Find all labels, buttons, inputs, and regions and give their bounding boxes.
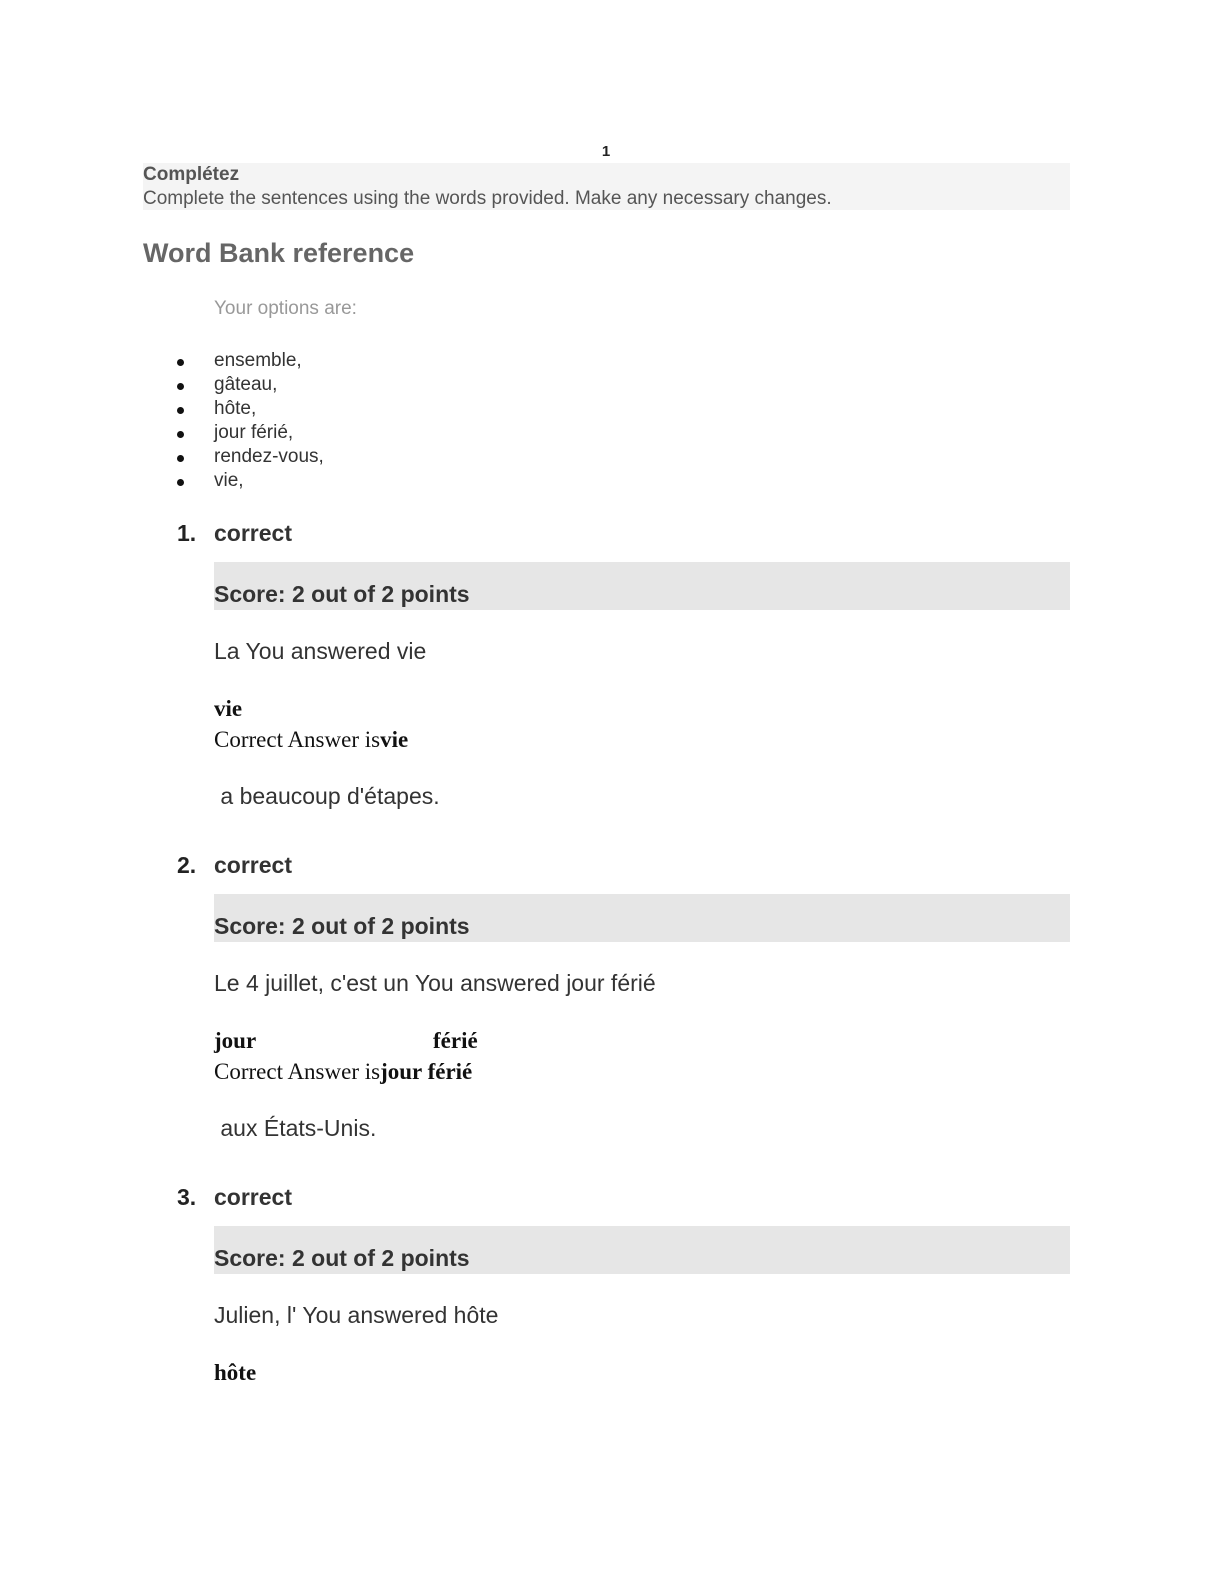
bullet-icon: [177, 479, 184, 486]
list-item: [214, 397, 324, 421]
score-text: Score: 2 out of 2 points: [214, 1245, 470, 1271]
answer-word: jour: [214, 1028, 257, 1053]
instructions-header: [143, 163, 1070, 210]
list-item: [214, 469, 324, 493]
list-item: [214, 373, 324, 397]
word-bank-title: Word Bank reference: [143, 238, 415, 268]
sentence-end: a beaucoup d'étapes.: [214, 783, 440, 809]
option-text: gâteau,: [214, 374, 278, 395]
exercise-instructions: Complete the sentences using the words provided. Make any necessary changes.: [143, 188, 832, 209]
correct-answer-line: [214, 727, 408, 753]
option-text: ensemble,: [214, 350, 302, 371]
answer-word: hôte: [214, 1360, 257, 1385]
exercise-title: Complétez: [143, 164, 240, 185]
list-item: [214, 349, 324, 373]
question-number: 2.: [177, 852, 197, 878]
score-banner: [214, 1226, 1070, 1274]
option-text: jour férié,: [214, 422, 294, 443]
bullet-icon: [177, 431, 184, 438]
bullet-icon: [177, 383, 184, 390]
option-text: rendez-vous,: [214, 446, 324, 467]
score-text: Score: 2 out of 2 points: [214, 581, 470, 607]
question-number: 1.: [177, 520, 197, 546]
correct-answer-label: Correct Answer is: [214, 1059, 381, 1084]
given-answer: [214, 696, 242, 722]
score-banner: [214, 562, 1070, 610]
bullet-icon: [177, 455, 184, 462]
options-label: Your options are:: [214, 298, 357, 319]
list-item: [214, 421, 324, 445]
score-banner: [214, 894, 1070, 942]
score-text: Score: 2 out of 2 points: [214, 913, 470, 939]
sentence-start: Julien, l' You answered hôte: [214, 1302, 499, 1328]
page-number: 1: [601, 143, 611, 160]
correct-answer-label: Correct Answer is: [214, 727, 381, 752]
bullet-icon: [177, 359, 184, 366]
option-text: vie,: [214, 470, 244, 491]
correct-answer-value: jour férié: [380, 1059, 473, 1084]
correct-answer-line: [214, 1059, 472, 1085]
given-answer: [214, 1028, 478, 1054]
question-status: correct: [214, 1184, 292, 1210]
answer-word: vie: [214, 696, 243, 721]
correct-answer-value: vie: [380, 727, 409, 752]
question-number: 3.: [177, 1184, 197, 1210]
answer-word: férié: [433, 1028, 478, 1053]
sentence-end: aux États-Unis.: [214, 1115, 377, 1141]
question-status: correct: [214, 520, 292, 546]
option-text: hôte,: [214, 398, 257, 419]
word-bank-list: [214, 349, 324, 493]
sentence-start: Le 4 juillet, c'est un You answered jour férié: [214, 970, 656, 996]
sentence-start: La You answered vie: [214, 638, 427, 664]
question-status: correct: [214, 852, 292, 878]
list-item: [214, 445, 324, 469]
given-answer: [214, 1360, 256, 1386]
bullet-icon: [177, 407, 184, 414]
